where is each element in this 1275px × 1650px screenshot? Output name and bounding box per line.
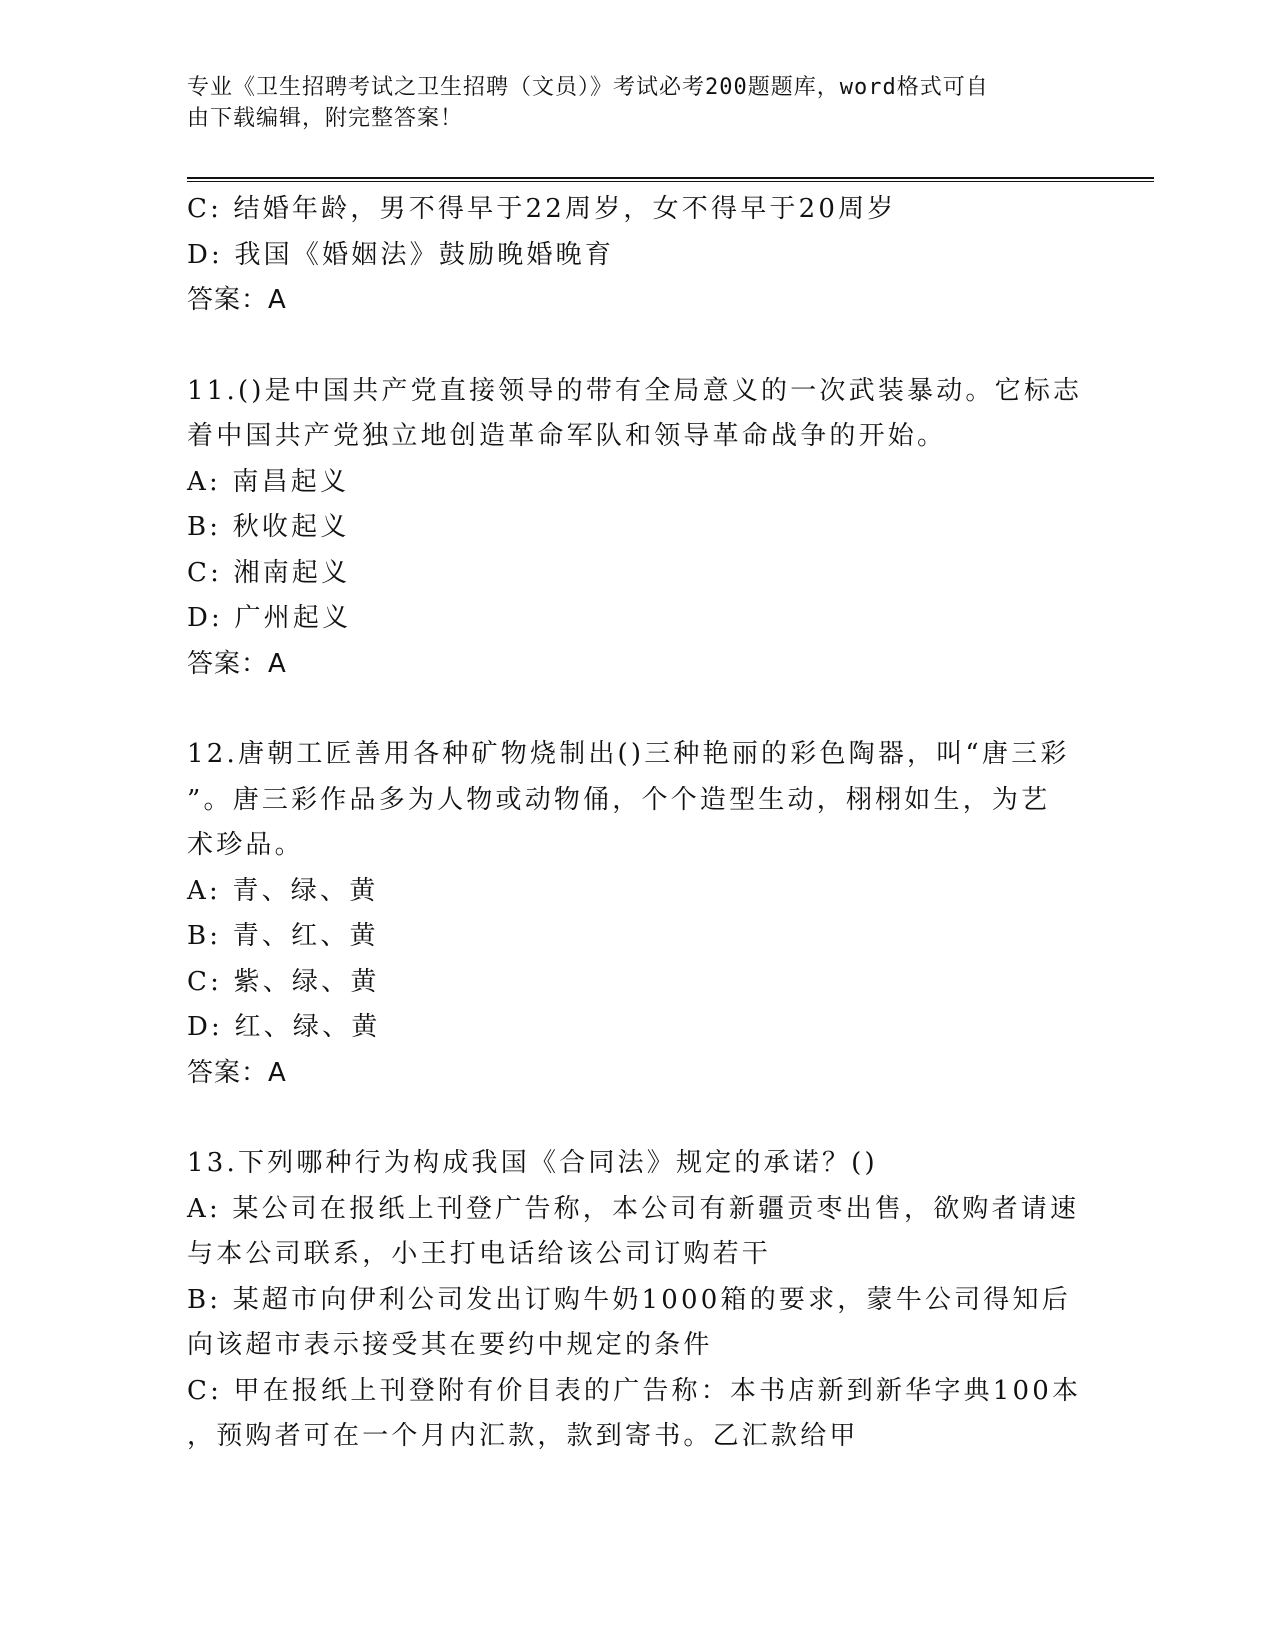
option-line: B: 青、红、黄 [187,921,379,951]
option-line: A: 青、绿、黄 [187,875,379,906]
header-rule-thick [187,177,1154,179]
question-block-10-continued [187,187,1077,324]
answer-line: 答案：A [187,285,287,315]
option-line: C: 湘南起义 [187,557,351,588]
option-line: ，预购者可在一个月内汇款，款到寄书。乙汇款给甲 [187,1421,859,1451]
option-line: A: 南昌起义 [187,466,350,497]
question-stem-line: 11.()是中国共产党直接领导的带有全局意义的一次武装暴动。它标志 [187,375,1083,406]
question-stem-line: 12.唐朝工匠善用各种矿物烧制出()三种艳丽的彩色陶器，叫“唐三彩 [187,739,1070,769]
option-line: 向该超市表示接受其在要约中规定的条件 [187,1330,713,1360]
option-line: 与本公司联系，小王打电话给该公司订购若干 [187,1239,772,1269]
question-block-12 [187,732,1077,1096]
option-line: C: 结婚年龄，男不得早于22周岁，女不得早于20周岁 [187,194,897,224]
option-line: B: 秋收起义 [187,512,350,542]
question-stem-line: 术珍品。 [187,830,304,860]
option-line: D: 我国《婚姻法》鼓励晚婚晚育 [187,239,615,270]
answer-line: 答案：A [187,648,287,679]
question-stem-line: ”。唐三彩作品多为人物或动物俑，个个造型生动，栩栩如生，为艺 [187,784,1051,815]
option-line: C: 甲在报纸上刊登附有价目表的广告称：本书店新到新华字典100本 [187,1375,1082,1406]
header-line-2: 由下载编辑，附完整答案！ [187,106,464,131]
question-block-13 [187,1141,1082,1460]
header-line-1: 专业《卫生招聘考试之卫生招聘（文员）》考试必考200题题库，word格式可自 [187,75,989,100]
option-line: A: 某公司在报纸上刊登广告称，本公司有新疆贡枣出售，欲购者请速 [187,1193,1080,1224]
option-line: B: 某超市向伊利公司发出订购牛奶1000箱的要求，蒙牛公司得知后 [187,1284,1071,1315]
question-stem-line: 着中国共产党独立地创造革命军队和领导革命战争的开始。 [187,421,947,451]
question-stem-line: 13.下列哪种行为构成我国《合同法》规定的承诺？() [187,1148,878,1178]
option-line: D: 红、绿、黄 [187,1012,381,1042]
option-line: D: 广州起义 [187,603,352,633]
question-list [187,187,1083,1460]
option-line: C: 紫、绿、黄 [187,966,380,997]
header-rule-thin [187,181,1154,182]
answer-line: 答案：A [187,1057,287,1088]
question-block-11 [187,369,1083,688]
document-header [187,72,1067,134]
